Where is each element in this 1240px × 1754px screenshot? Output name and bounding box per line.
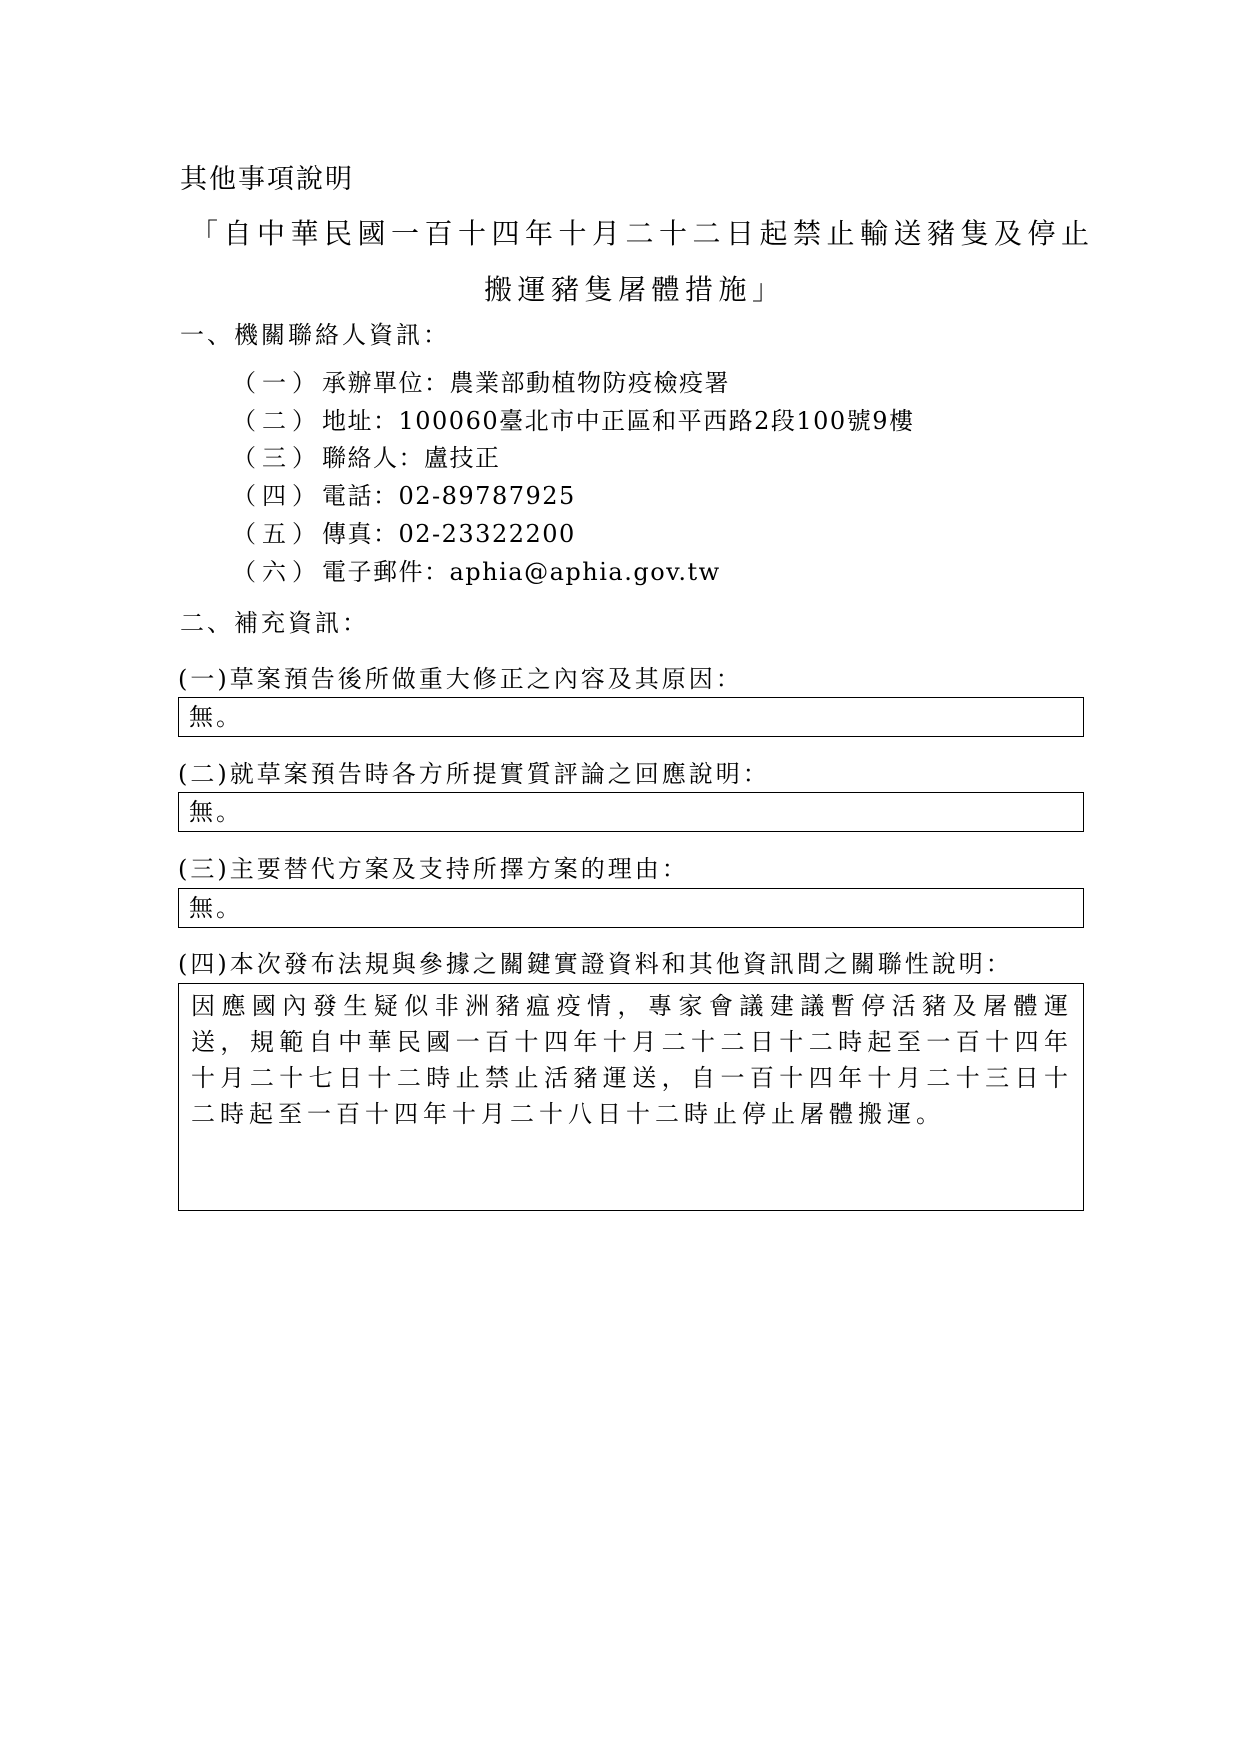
answer-box xyxy=(178,792,1084,832)
contact-item-number: （六） xyxy=(232,557,322,586)
answer-text: 無。 xyxy=(189,894,243,922)
contact-item-number: （二） xyxy=(232,406,322,435)
contact-item-unit xyxy=(232,365,914,403)
question-label: (四)本次發布法規與參據之關鍵實證資料和其他資訊間之關聯性說明： xyxy=(178,950,1013,978)
question-label: (三)主要替代方案及支持所擇方案的理由： xyxy=(178,855,689,883)
answer-text: 因應國內發生疑似非洲豬瘟疫情，專家會議建議暫停活豬及屠體運送，規範自中華民國一百十四年十月二十二日十二時起至一百十四年十月二十七日十二時止禁止活豬運送，自一百十四年十月二十三日十二時起至一百十四年十月二十八日十二時止停止屠體搬運。 xyxy=(191,992,1073,1128)
contact-item-number: （五） xyxy=(232,519,322,548)
contact-item-number: （一） xyxy=(232,369,322,397)
contact-item-text: 承辦單位：農業部動植物防疫檢疫署 xyxy=(322,369,730,397)
contact-item-email xyxy=(232,554,914,592)
question-label: (一)草案預告後所做重大修正之內容及其原因： xyxy=(178,665,743,693)
contact-item-person xyxy=(232,440,914,478)
contact-section-heading: 一、機關聯絡人資訊： xyxy=(180,321,450,349)
document-header: 其他事項說明 xyxy=(180,164,354,195)
contact-item-fax xyxy=(232,516,914,554)
contact-list xyxy=(232,365,914,591)
contact-item-number: （三） xyxy=(232,444,322,473)
document-title-line-2: 搬運豬隻屠體措施」 xyxy=(484,273,786,306)
contact-item-text: 地址：100060臺北市中正區和平西路2段100號9樓 xyxy=(322,406,915,435)
contact-item-text: 電話：02-89787925 xyxy=(322,482,576,511)
answer-box xyxy=(178,983,1084,1211)
contact-item-number: （四） xyxy=(232,482,322,511)
question-label: (二)就草案預告時各方所提實質評論之回應說明： xyxy=(178,760,770,788)
supplement-section-heading: 二、補充資訊： xyxy=(180,609,369,637)
answer-text: 無。 xyxy=(189,703,243,731)
contact-item-text: 聯絡人：盧技正 xyxy=(322,444,501,473)
contact-item-address xyxy=(232,403,914,441)
contact-item-text: 電子郵件：aphia@aphia.gov.tw xyxy=(322,557,721,586)
answer-text: 無。 xyxy=(189,798,243,826)
answer-box xyxy=(178,888,1084,928)
answer-box xyxy=(178,697,1084,737)
document-title-line-1: 「自中華民國一百十四年十月二十二日起禁止輸送豬隻及停止 xyxy=(190,217,1095,250)
contact-item-text: 傳真：02-23322200 xyxy=(322,519,576,548)
contact-item-phone xyxy=(232,478,914,516)
